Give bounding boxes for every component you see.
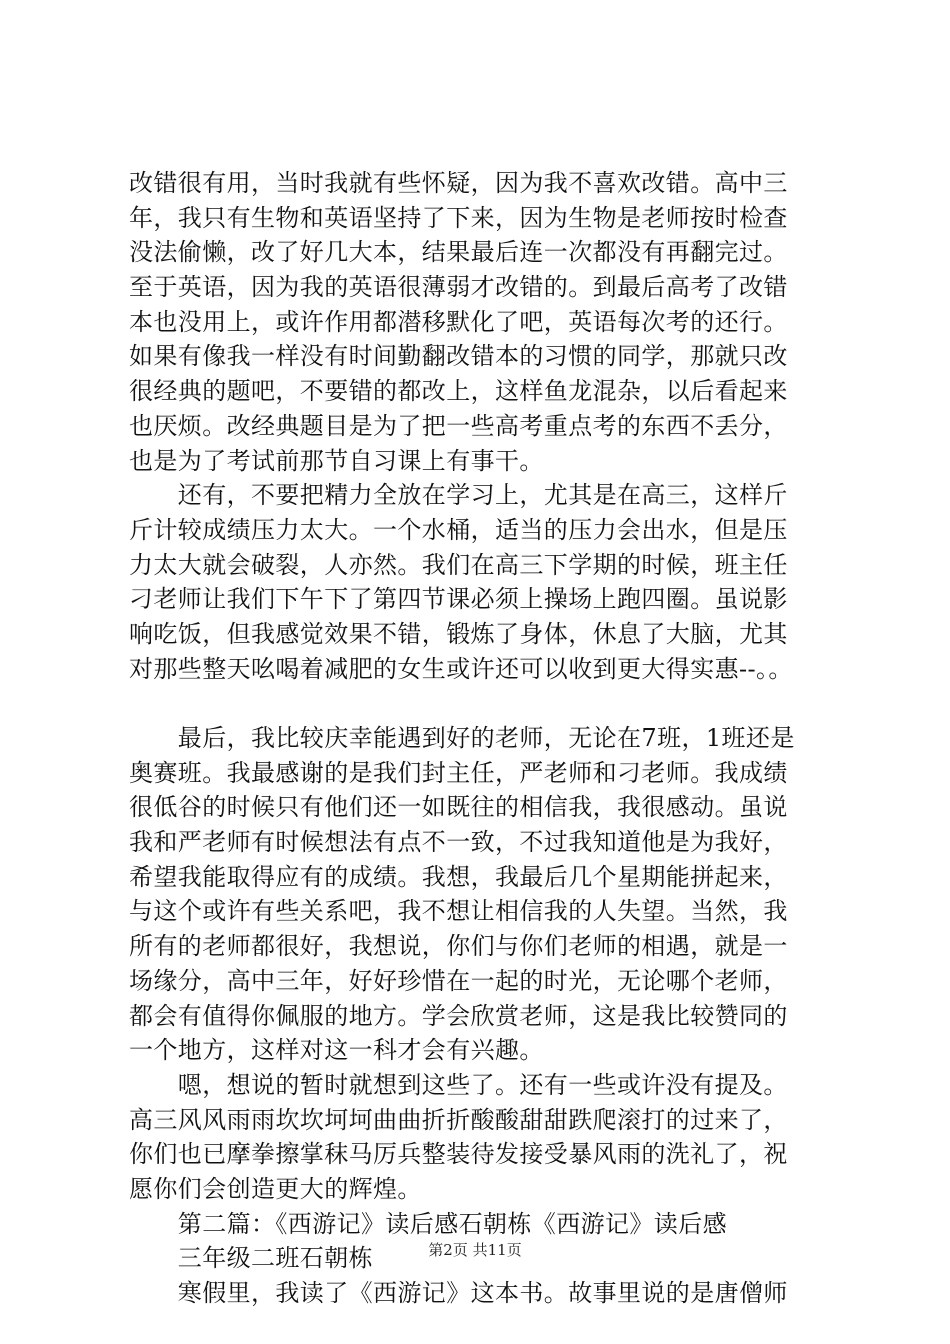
document-body bbox=[129, 166, 834, 1311]
text-line: 本也没用上，或许作用都潜移默化了吧，英语每次考的还行。 bbox=[129, 307, 788, 336]
text-line: 高三风风雨雨坎坎坷坷曲曲折折酸酸甜甜跌爬滚打的过来了， bbox=[129, 1105, 788, 1134]
text-line: 对那些整天吆喝着减肥的女生或许还可以收到更大得实惠--。。 bbox=[129, 654, 793, 683]
text-line: 愿你们会创造更大的辉煌。 bbox=[129, 1174, 422, 1203]
text-line: 希望我能取得应有的成绩。我想，我最后几个星期能拼起来， bbox=[129, 862, 788, 891]
text-line: 都会有值得你佩服的地方。学会欣赏老师，这是我比较赞同的 bbox=[129, 1001, 788, 1030]
text-line: 如果有像我一样没有时间勤翻改错本的习惯的同学，那就只改 bbox=[129, 342, 788, 371]
text-line: 所有的老师都很好，我想说，你们与你们老师的相遇，就是一 bbox=[129, 932, 788, 961]
blank-line bbox=[129, 686, 834, 721]
text-line: 改错很有用，当时我就有些怀疑，因为我不喜欢改错。高中三 bbox=[129, 169, 788, 197]
text-line: 最后，我比较庆幸能遇到好的老师，无论在7班，1班还是 bbox=[129, 724, 795, 752]
text-line: 年，我只有生物和英语坚持了下来，因为生物是老师按时检查 bbox=[129, 203, 788, 232]
text-line: 斤计较成绩压力太大。一个水桶，适当的压力会出水，但是压 bbox=[129, 515, 788, 544]
text-line: 场缘分，高中三年，好好珍惜在一起的时光，无论哪个老师， bbox=[129, 966, 788, 995]
text-line: 刁老师让我们下午下了第四节课必须上操场上跑四圈。虽说影 bbox=[129, 585, 788, 614]
text-line: 没法偷懒，改了好几大本，结果最后连一次都没有再翻完过。 bbox=[129, 238, 788, 267]
text-line: 嗯，想说的暂时就想到这些了。还有一些或许没有提及。 bbox=[129, 1070, 788, 1099]
text-line: 寒假里，我读了《西游记》这本书。故事里说的是唐僧师 bbox=[129, 1279, 788, 1307]
text-line: 我和严老师有时候想法有点不一致，不过我知道他是为我好， bbox=[129, 828, 788, 857]
text-line: 响吃饭，但我感觉效果不错，锻炼了身体，休息了大脑，尤其 bbox=[129, 619, 788, 648]
text-line: 还有，不要把精力全放在学习上，尤其是在高三，这样斤 bbox=[129, 481, 788, 510]
text-line: 与这个或许有些关系吧，我不想让相信我的人失望。当然，我 bbox=[129, 897, 788, 926]
text-line: 至于英语，因为我的英语很薄弱才改错的。到最后高考了改错 bbox=[129, 273, 788, 302]
text-line: 力太大就会破裂，人亦然。我们在高三下学期的时候，班主任 bbox=[129, 550, 788, 579]
text-line: 也是为了考试前那节自习课上有事干。 bbox=[129, 446, 544, 475]
text-line: 也厌烦。改经典题目是为了把一些高考重点考的东西不丢分， bbox=[129, 411, 788, 440]
text-line: 很经典的题吧，不要错的都改上，这样鱼龙混杂，以后看起来 bbox=[129, 377, 788, 406]
text-line: 你们也已摩拳擦掌秣马厉兵整装待发接受暴风雨的洗礼了，祝 bbox=[129, 1140, 788, 1169]
section-heading: 第二篇：《西游记》读后感石朝栋《西游记》读后感 bbox=[129, 1209, 727, 1238]
page-footer: 第2页 共11页 bbox=[428, 1241, 522, 1259]
text-line: 奥赛班。我最感谢的是我们封主任，严老师和刁老师。我成绩 bbox=[129, 758, 788, 787]
author-line: 三年级二班石朝栋 bbox=[129, 1244, 373, 1273]
text-line: 一个地方，这样对这一科才会有兴趣。 bbox=[129, 1036, 544, 1065]
text-line: 很低谷的时候只有他们还一如既往的相信我，我很感动。虽说 bbox=[129, 793, 788, 822]
